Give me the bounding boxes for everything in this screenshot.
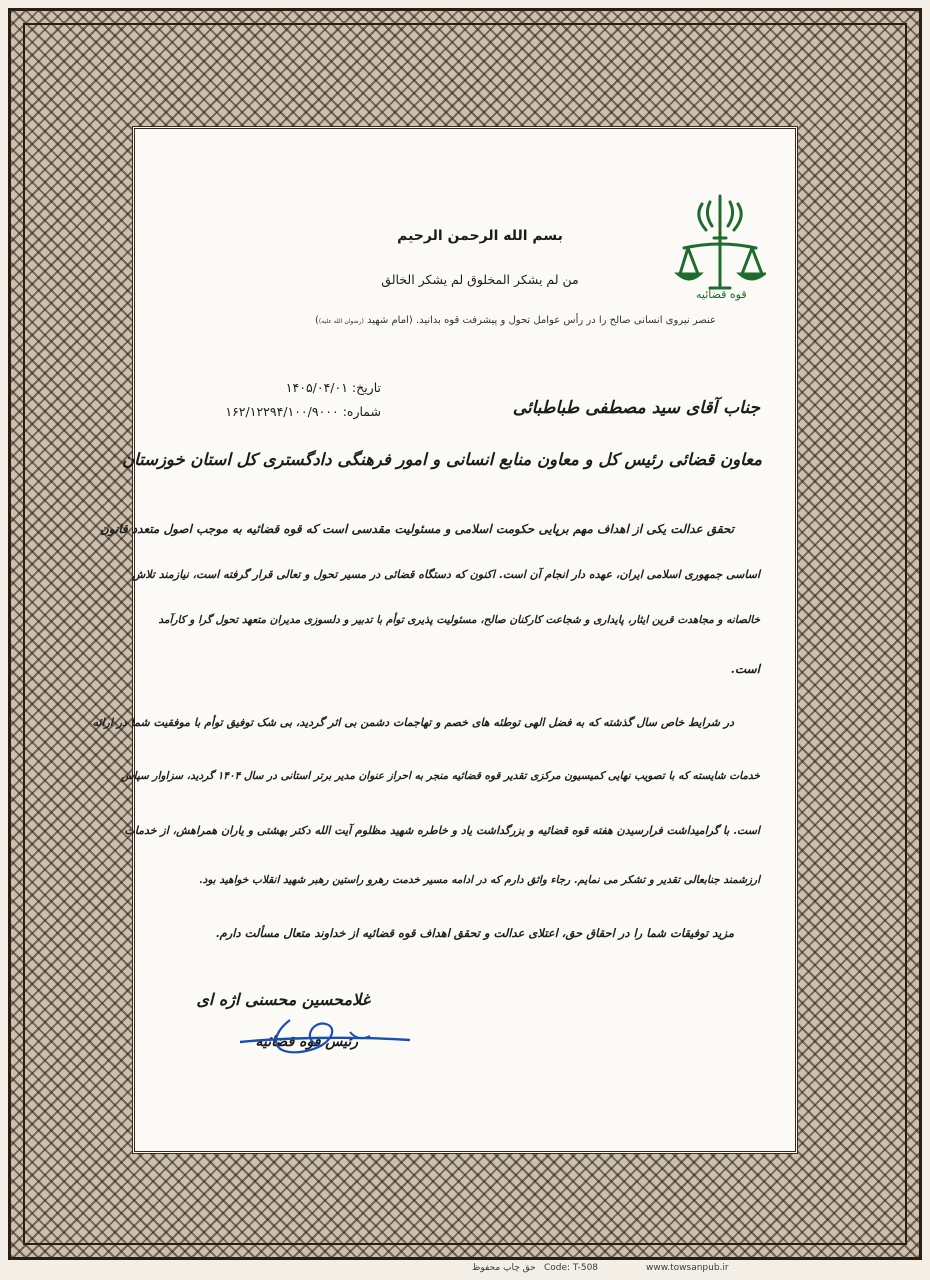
footer-rights: حق چاپ محفوظ: [472, 1263, 536, 1273]
body-line: خدمات شایسته که با تصویب نهایی کمیسیون مرکزی تقدیر قوه قضائیه منجر به احراز عنوان مدیر برتر استانی در سال ۱۴۰۴ گردید، سزاوار سپاس: [120, 770, 760, 782]
body-line: خالصانه و مجاهدت قرین ایثار، پایداری و شجاعت کارکنان صالح، مسئولیت پذیری توأم با تدبیر و دلسوزی مدیران متعهد تحول گرا و کارآمد: [158, 614, 760, 626]
signature-scribble-icon: [230, 980, 420, 1080]
body-line: اساسی جمهوری اسلامی ایران، عهده دار انجام آن است. اکنون که دستگاه قضائی در مسیر تحول و تعالی قرار گرفته است، نیازمند تلاش: [131, 568, 760, 581]
signatory-role: رئیس قوه قضائیه: [255, 1034, 358, 1050]
body-line: است.: [730, 662, 760, 676]
basmala: بسم الله الرحمن الرحیم: [397, 228, 563, 244]
body-line: تحقق عدالت یکی از اهداف مهم برپایی حکومت اسلامی و مسئولیت مقدسی است که قوه قضائیه به موجب اصول متعدد قانون: [99, 522, 734, 536]
footer-website: www.towsanpub.ir: [646, 1263, 729, 1273]
signatory-name: غلامحسین محسنی اژه ای: [196, 990, 370, 1009]
footer-code: Code: T-508: [544, 1263, 599, 1273]
body-line: است. با گرامیداشت فرارسیدن هفته قوه قضائیه و بزرگداشت یاد و خاطره شهید مظلوم آیت الله دکتر بهشتی و یاران همراهش، از خدمات: [124, 824, 760, 837]
imam-quote: عنصر نیروی انسانی صالح را در رأس عوامل تحول و پیشرفت قوه بدانید. (امام شهید (رضوان الله علیه)): [314, 315, 716, 326]
letter-number: شماره: ۱۶۲/۱۲۲۹۴/۱۰۰/۹۰۰۰: [225, 404, 381, 419]
body-line: ارزشمند جنابعالی تقدیر و تشکر می نمایم. رجاء واثق دارم که در ادامه مسیر خدمت رهرو راستین رهبر شهید انقلاب خواهید بود.: [199, 874, 760, 886]
recipient-name: جناب آقای سید مصطفی طباطبائی: [512, 398, 760, 418]
imam-quote-honorific: (رضوان الله علیه): [318, 318, 364, 325]
recipient-title: معاون قضائی رئیس کل و معاون منابع انسانی و امور فرهنگی دادگستری کل استان خوزستان: [122, 450, 762, 469]
hadith: من لم یشکر المخلوق لم یشکر الخالق: [381, 272, 579, 287]
letter-date: تاریخ: ۱۴۰۵/۰۴/۰۱: [285, 380, 381, 395]
emblem-label: قوه قضائیه: [696, 288, 747, 301]
judiciary-emblem-icon: [674, 190, 766, 302]
imam-quote-text: عنصر نیروی انسانی صالح را در رأس عوامل تحول و پیشرفت قوه بدانید. (امام شهید: [367, 315, 716, 326]
body-line: در شرایط خاص سال گذشته که به فضل الهی توطئه های خصم و تهاجمات دشمن بی اثر گردید، بی شک توفیق توأم با موفقیت شما در ارائه: [92, 716, 734, 729]
closing-line: مزید توفیقات شما را در احقاق حق، اعتلای عدالت و تحقق اهداف قوه قضائیه از خداوند متعال مسألت دارم.: [215, 926, 734, 940]
